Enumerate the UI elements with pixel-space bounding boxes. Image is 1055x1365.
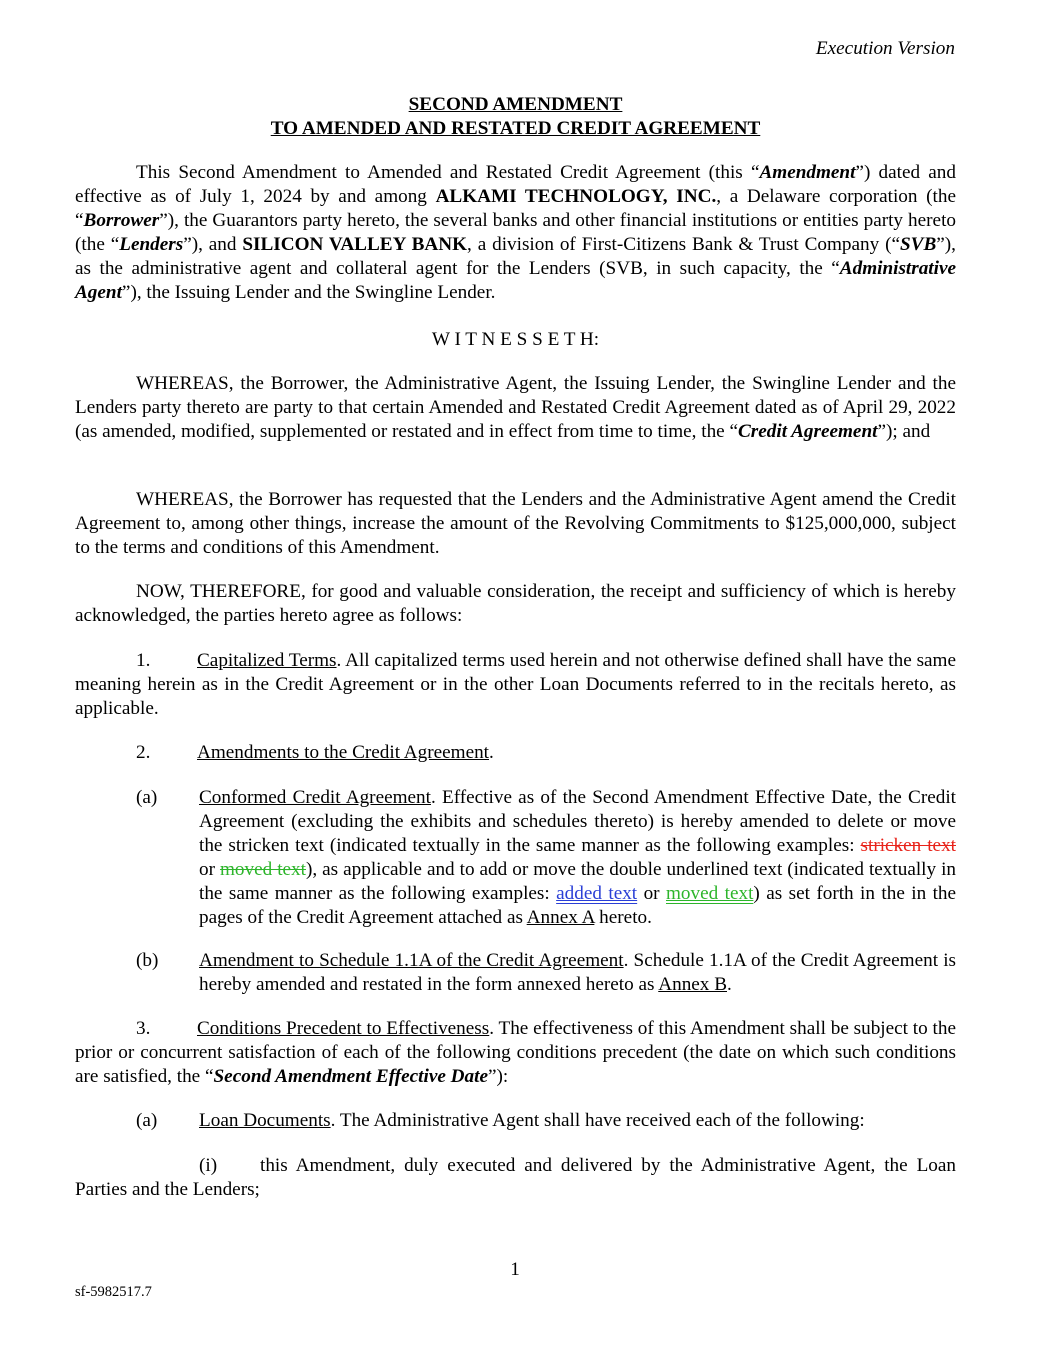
page-number: 1 [510,1259,520,1280]
whereas-paragraph-2: WHEREAS, the Borrower has requested that the Lenders and the Administrative Agent amend the Credit Agreement to, among other things, increase the amount of the Revolving Commitments to $125,000,000, subject to the terms and conditions of this Amendment. [75,489,956,558]
document-title [75,93,956,141]
execution-version-label: Execution Version [815,38,955,59]
document-id: sf-5982517.7 [75,1284,152,1300]
whereas-paragraph-1: WHEREAS, the Borrower, the Administrative Agent, the Issuing Lender, the Swingline Lender and the Lenders party thereto are party to that certain Amended and Restated Credit Agreement dated as of April 29, 2022 (as amended, modified, supplemented or restated and in effect from time to time, the “Credit Agreement”); and [75,373,956,442]
stricken-text-example: stricken text [860,835,956,856]
intro-paragraph: This Second Amendment to Amended and Restated Credit Agreement (this “Amendment”) dated and effective as of July 1, 2024 by and among ALKAMI TECHNOLOGY, INC., a Delaware corporation (the “Borrower”), the Guarantors party hereto, the several banks and other financial institutions or entities party hereto (the “Lenders”), and SILICON VALLEY BANK, a division of First-Citizens Bank & Trust Company (“SVB”), as the administrative agent and collateral agent for the Lenders (SVB, in such capacity, the “Administrative Agent”), the Issuing Lender and the Swingline Lender. [75,162,956,303]
section-3a-item-i: (i) this Amendment, duly executed and delivered by the Administrative Agent, the Loan Parties and the Lenders; [75,1155,956,1200]
section-2-heading: 2. Amendments to the Credit Agreement. [136,742,494,763]
moved-added-text-example: moved text [665,883,754,904]
title-line-1: SECOND AMENDMENT [408,94,623,115]
document-page: Execution Version SECOND AMENDMENT TO AMENDED AND RESTATED CREDIT AGREEMENT This Second Amendment to Amended and Restated Credit Agreement (this “Amendment”) dated and effective as of July 1, 2024 by and among ALKAMI TECHNOLOGY, INC., a Delaware corporation (the “Borrower”), the Guarantors party hereto, the several banks and other financial institutions or entities party hereto (the “Lenders”), and SILICON VALLEY BANK, a division of First-Citizens Bank & Trust Company (“SVB”), as the administrative agent and collateral agent for the Lenders (SVB, in such capacity, the “Administrative Agent”), the Issuing Lender and the Swingline Lender. W I T N E S S E T H: WHEREAS, the Borrower, the Administrative Agent, the Issuing Lender, the Swingline Lender and the Lenders party thereto are party to that certain Amended and Restated Credit Agreement dated as of April 29, 2022 (as amended, modified, supplemented or restated and in effect from time to time, the “Credit Agreement”); and WHEREAS, the Borrower has requested that the Lenders and the Administrative Agent amend the Credit Agreement to, among other things, increase the amount of the Revolving Commitments to $125,000,000, subject to the terms and conditions of this Amendment. NOW, THEREFORE, for good and valuable consideration, the receipt and sufficiency of which is hereby acknowledged, the parties hereto agree as follows: 1. Capitalized Terms. All capitalized terms used herein and not otherwise defined shall have the same meaning herein as in the Credit Agreement or in the other Loan Documents referred to in the recitals hereto, as applicable. 2. Amendments to the Credit Agreement. (a) Conformed Credit Agreement. Effective as of the Second Amendment Effective Date, the Credit Agreement (excluding the exhibits and schedules thereto) is hereby amended to delete or move the stricken text (indicated textually in the same manner as the following examples: stricken text or moved text), as applicable and to add or move the double underlined text (indicated textually in the same manner as the following examples: added text or moved text) as set forth in the in the pages of the Credit Agreement attached as Annex A hereto. (b) Amendment to Schedule 1.1A of the Credit Agreement. Schedule 1.1A of the Credit Agreement is hereby amended and restated in the form annexed hereto as Annex B. 3. Conditions Precedent to Effectiveness. The effectiveness of this Amendment shall be subject to the prior or concurrent satisfaction of each of the following conditions precedent (the date on which such conditions are satisfied, the “Second Amendment Effective Date”): (a) Loan Documents. The Administrative Agent shall have received each of the following: (i) this Amendment, duly executed and delivered by the Administrative Agent, the Loan Parties and the Lenders; 1 sf-5982517.7 [0,0,1055,1365]
added-text-example: added text [556,883,638,904]
section-1-capitalized-terms: 1. Capitalized Terms. All capitalized terms used herein and not otherwise defined shall have the same meaning herein as in the Credit Agreement or in the other Loan Documents referred to in the recitals hereto, as applicable. [75,650,956,719]
moved-stricken-text-example: moved text [219,859,306,880]
section-3-conditions-precedent: 3. Conditions Precedent to Effectiveness. The effectiveness of this Amendment shall be subject to the prior or concurrent satisfaction of each of the following conditions precedent (the date on which such conditions are satisfied, the “Second Amendment Effective Date”): [75,1018,956,1087]
title-line-2: TO AMENDED AND RESTATED CREDIT AGREEMENT [270,118,761,139]
witnesseth-heading: W I T N E S S E T H: [431,329,600,350]
now-therefore-paragraph: NOW, THEREFORE, for good and valuable consideration, the receipt and sufficiency of which is hereby acknowledged, the parties hereto agree as follows: [75,581,956,626]
